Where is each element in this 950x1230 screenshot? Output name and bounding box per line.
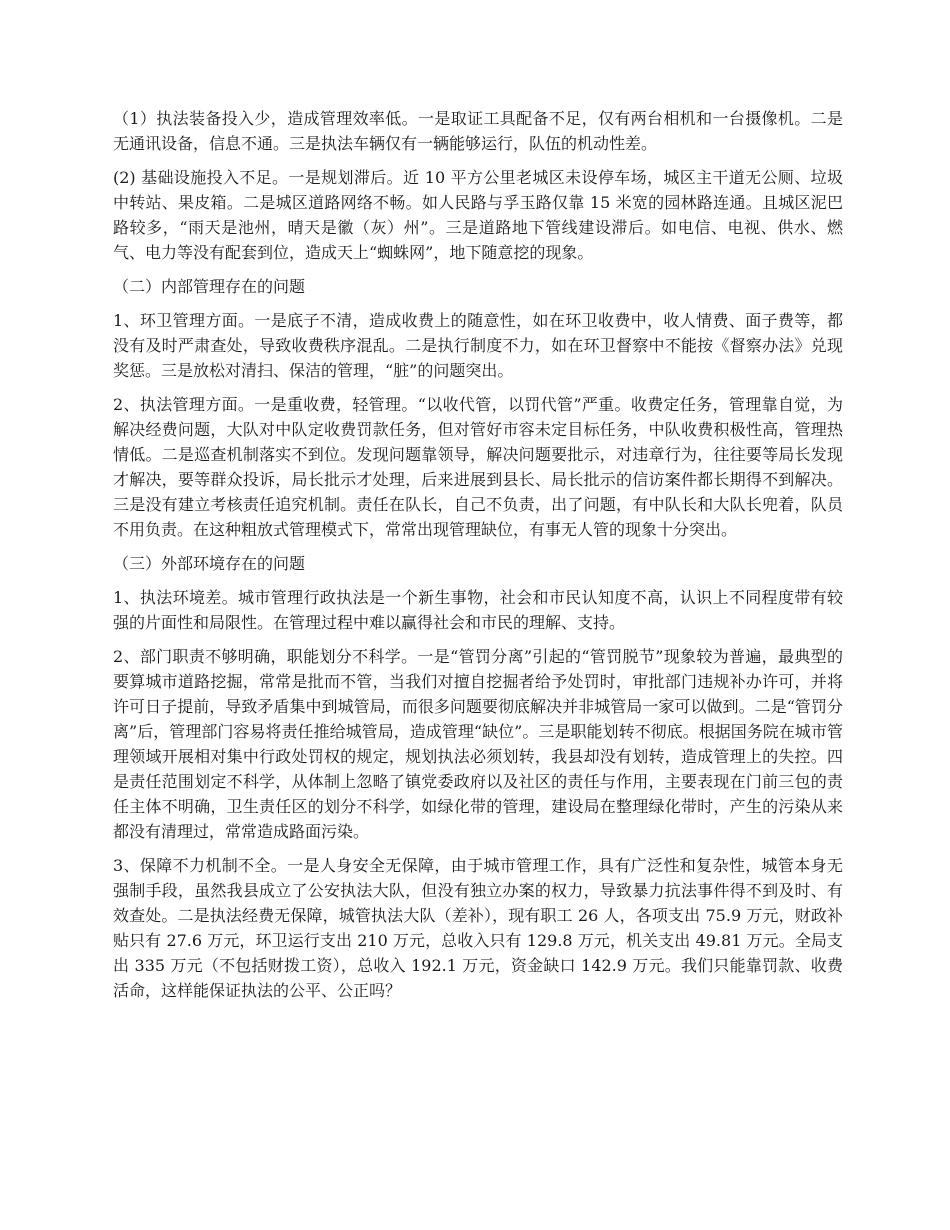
document-page	[113, 106, 843, 1012]
paragraph-infrastructure: (2) 基础设施投入不足。一是规划滞后。近 10 平方公里老城区未设停车场，城区主干道无公厕、垃圾中转站、果皮箱。二是城区道路网络不畅。如人民路与孚玉路仅靠 15 米宽的园林路连通。且城区泥巴路较多，“雨天是池州，晴天是徽（灰）州”。三是道路地下管线建设滞后。如电信、电视、供水、燃气、电力等没有配套到位，造成天上“蜘蛛网”，地下随意挖的现象。	[113, 168, 843, 262]
paragraph-enforcement-environment: 1、执法环境差。城市管理行政执法是一个新生事物，社会和市民认知度不高，认识上不同程度带有较强的片面性和局限性。在管理过程中难以赢得社会和市民的理解、支持。	[113, 588, 843, 632]
paragraph-sanitation: 1、环卫管理方面。一是底子不清，造成收费上的随意性，如在环卫收费中，收人情费、面子费等，都没有及时严肃查处，导致收费秩序混乱。二是执行制度不力，如在环卫督察中不能按《督察办法》兑现奖惩。三是放松对清扫、保洁的管理，“脏”的问题突出。	[113, 311, 843, 380]
section-heading-internal-management: （二）内部管理存在的问题	[113, 277, 306, 296]
paragraph-enforcement: 2、执法管理方面。一是重收费，轻管理。“以收代管，以罚代管”严重。收费定任务，管理靠自觉，为解决经费问题，大队对中队定收费罚款任务，但对管好市容未定目标任务，中队收费积极性高，管理热情低。二是巡查机制落实不到位。发现问题靠领导，解决问题要批示，对违章行为，往往要等局长发现才解决，要等群众投诉，局长批示才处理，后来进展到县长、局长批示的信访案件都长期得不到解决。三是没有建立考核责任追究机制。责任在队长，自己不负责，出了问题，有中队长和大队长兜着，队员不用负责。在这种粗放式管理模式下，常常出现管理缺位，有事无人管的现象十分突出。	[113, 395, 843, 539]
section-heading-external-environment: （三）外部环境存在的问题	[113, 554, 306, 573]
paragraph-department-duties: 2、部门职责不够明确，职能划分不科学。一是“管罚分离”引起的“管罚脱节”现象较为普遍，最典型的要算城市道路挖掘，常常是批而不管，当我们对擅自挖掘者给予处罚时，审批部门违规补办许可，并将许可日子提前，导致矛盾集中到城管局，而很多问题要彻底解决并非城管局一家可以做到。二是“管罚分离”后，管理部门容易将责任推给城管局，造成管理“缺位”。三是职能划转不彻底。根据国务院在城市管理领域开展相对集中行政处罚权的规定，规划执法必须划转，我县却没有划转，造成管理上的失控。四是责任范围划定不科学，从体制上忽略了镇党委政府以及社区的责任与作用，主要表现在门前三包的责任主体不明确，卫生责任区的划分不科学，如绿化带的管理，建设局在整理绿化带时，产生的污染从来都没有清理过，常常造成路面污染。	[113, 647, 843, 841]
paragraph-equipment: （1）执法装备投入少，造成管理效率低。一是取证工具配备不足，仅有两台相机和一台摄像机。二是无通讯设备，信息不通。三是执法车辆仅有一辆能够运行，队伍的机动性差。	[113, 109, 843, 153]
paragraph-safeguards: 3、保障不力机制不全。一是人身安全无保障，由于城市管理工作，具有广泛性和复杂性，城管本身无强制手段，虽然我县成立了公安执法大队，但没有独立办案的权力，导致暴力抗法事件得不到及时、有效查处。二是执法经费无保障，城管执法大队（差补），现有职工 26 人，各项支出 75.9 万元，财政补贴只有 27.6 万元，环卫运行支出 210 万元，总收入只有 129.8 万元，机关支出 49.81 万元。全局支出 335 万元（不包括财拨工资），总收入 192.1 万元，资金缺口 142.9 万元。我们只能靠罚款、收费活命，这样能保证执法的公平、公正吗？	[113, 856, 843, 1000]
